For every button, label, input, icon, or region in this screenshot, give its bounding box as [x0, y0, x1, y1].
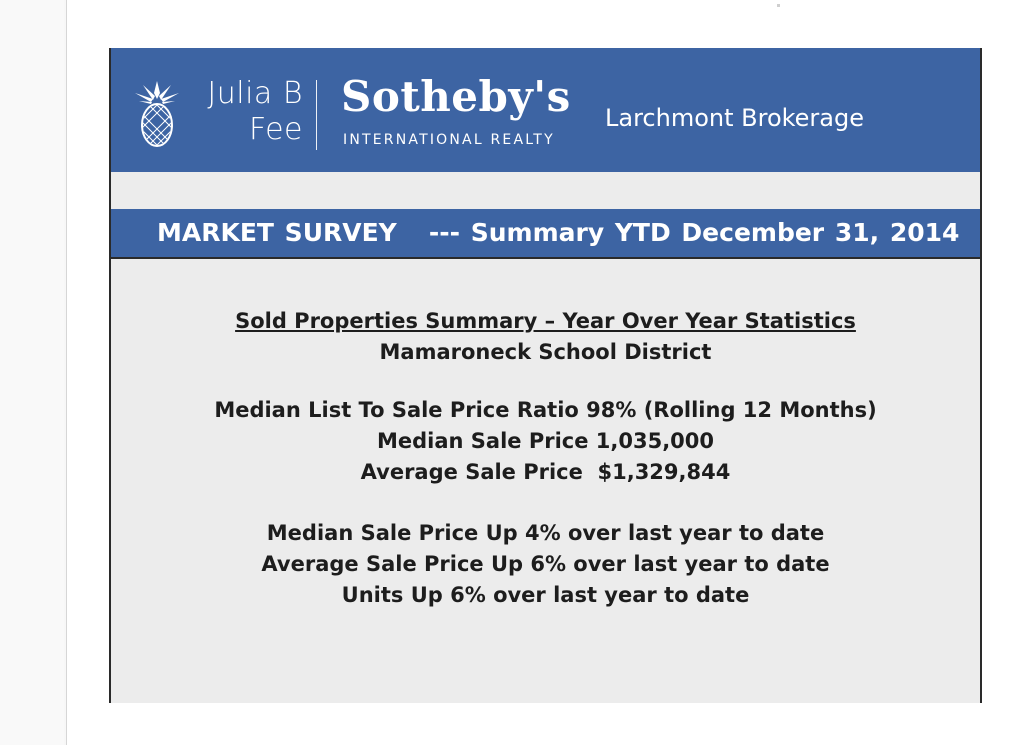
title-band [111, 209, 980, 259]
brand-name [193, 76, 303, 148]
district-name: Mamaroneck School District [379, 340, 712, 364]
scan-speck [777, 4, 780, 7]
scan-border [0, 0, 64, 745]
pineapple-icon [133, 79, 181, 149]
summary-content [111, 259, 980, 611]
market-survey-slide [109, 48, 982, 703]
stat-line: Median Sale Price 1,035,000 [376, 429, 715, 453]
stat-line: Median List To Sale Price Ratio 98% (Rolling 12 Months) [214, 398, 877, 422]
brokerage-name: Larchmont Brokerage [605, 104, 865, 132]
change-line: Median Sale Price Up 4% over last year to date [266, 521, 825, 545]
brand-divider [316, 80, 317, 150]
brand-sub: INTERNATIONAL REALTY [343, 132, 555, 148]
brand-main: Sotheby's [341, 72, 571, 121]
change-line: Units Up 6% over last year to date [341, 583, 750, 607]
header-band [111, 48, 980, 172]
brand-line1: Julia B [207, 76, 303, 111]
summary-heading: Sold Properties Summary – Year Over Year Statistics [235, 309, 856, 333]
stat-line: Average Sale Price $1,329,844 [360, 460, 731, 484]
change-line: Average Sale Price Up 6% over last year to date [261, 552, 830, 576]
survey-title: MARKET SURVEY --- Summary YTD December 31, 2014 [157, 218, 960, 247]
brand-line2: Fee [248, 112, 303, 147]
